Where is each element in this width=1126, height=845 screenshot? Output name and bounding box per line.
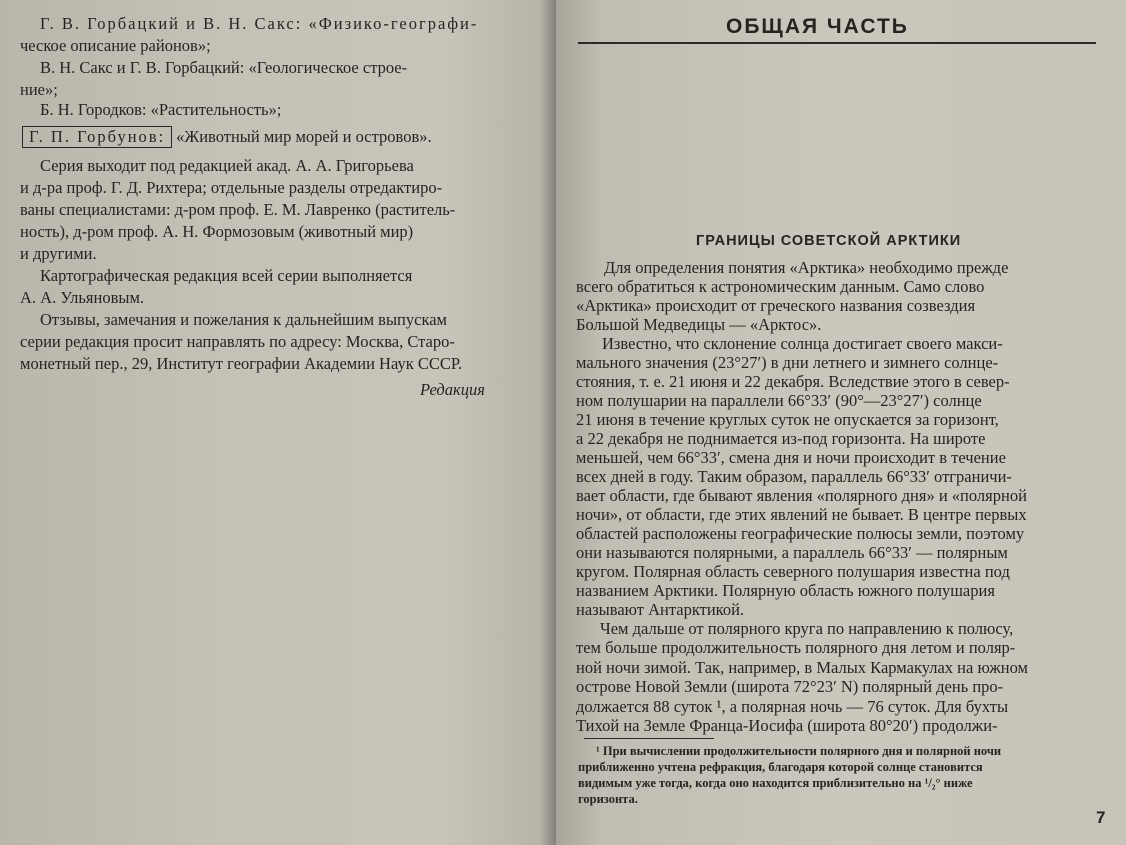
right-line-11: меньшей, чем 66°33′, смена дня и ночи происходит в течение <box>576 448 1006 467</box>
left-body-line-7: А. А. Ульяновым. <box>20 288 145 307</box>
right-line-9: 21 июня в течение круглых суток не опускается за горизонт, <box>576 410 999 429</box>
footnote-line-4: горизонта. <box>578 792 638 806</box>
left-body-line-4: ность), д-ром проф. А. Н. Формозовым (животный мир) <box>20 222 414 241</box>
left-body-line-6: Картографическая редакция всей серии выполняется <box>40 266 413 285</box>
right-line-21: тем больше продолжительность полярного дня летом и поляр- <box>576 638 1016 657</box>
right-line-1: Для определения понятия «Арктика» необходимо прежде <box>604 258 1009 277</box>
left-body-line-3: ваны специалистами: д-ром проф. Е. М. Лавренко (раститель- <box>20 200 456 219</box>
header-rule <box>578 42 1096 44</box>
right-line-5: Известно, что склонение солнца достигает своего макси- <box>602 334 1003 353</box>
footnote-rule <box>584 738 714 739</box>
right-line-4: Большой Медведицы — «Арктос». <box>576 315 822 334</box>
right-line-14: ночи», от области, где этих явлений не бывает. В центре первых <box>576 505 1027 524</box>
left-body-line-9: серии редакция просит направлять по адресу: Москва, Старо- <box>20 332 455 351</box>
right-line-10: а 22 декабря не поднимается из-под горизонта. На широте <box>576 429 986 448</box>
right-line-17: кругом. Полярная область северного полушария известна под <box>576 562 1010 581</box>
footnote-line-1: ¹ При вычислении продолжительности полярного дня и полярной ночи <box>596 744 1002 758</box>
footnote-line-3: видимым уже тогда, когда оно находится приблизительно на ¹/₂° ниже <box>578 776 973 790</box>
left-body-line-1: Серия выходит под редакцией акад. А. А. Григорьева <box>40 156 414 175</box>
page-header: ОБЩАЯ ЧАСТЬ <box>726 15 909 38</box>
right-line-25: Тихой на Земле Франца-Иосифа (широта 80°20′) продолжи- <box>576 716 998 735</box>
boxed-author: Г. П. Горбунов: <box>22 126 172 148</box>
right-line-13: вает области, где бывают явления «полярного дня» и «полярной <box>576 486 1027 505</box>
editorial-signature: Редакция <box>420 380 485 399</box>
page-number: 7 <box>1096 808 1106 827</box>
left-line-5: Б. Н. Городков: «Растительность»; <box>40 100 282 119</box>
right-line-3: «Арктика» происходит от греческого названия созвездия <box>576 296 976 315</box>
right-line-2: всего обратиться к астрономическим данным. Само слово <box>576 277 985 296</box>
left-body-line-8: Отзывы, замечания и пожелания к дальнейшим выпускам <box>40 310 447 329</box>
right-line-20: Чем дальше от полярного круга по направлению к полюсу, <box>600 619 1014 638</box>
boxed-author-rest: «Животный мир морей и островов». <box>176 127 432 146</box>
right-page <box>556 0 1126 845</box>
right-line-8: ном полушарии на параллели 66°33′ (90°—23°27′) солнце <box>576 391 982 410</box>
boxed-author-line <box>22 126 432 148</box>
footnote-line-2: приближенно учтена рефракция, благодаря которой солнце становится <box>578 760 983 774</box>
right-line-24: должается 88 суток ¹, а полярная ночь — 76 суток. Для бухты <box>576 697 1009 716</box>
left-body-line-5: и другими. <box>20 244 97 263</box>
left-page <box>0 0 556 845</box>
left-line-3: В. Н. Сакс и Г. В. Горбацкий: «Геологическое строе- <box>40 58 408 77</box>
right-line-19: называют Антарктикой. <box>576 600 745 619</box>
left-line-2: ческое описание районов»; <box>20 36 211 55</box>
left-body-line-10: монетный пер., 29, Институт географии Академии Наук СССР. <box>20 354 463 373</box>
right-line-22: ной ночи зимой. Так, например, в Малых Кармакулах на южном <box>576 658 1028 677</box>
right-line-6: мального значения (23°27′) в дни летнего и зимнего солнце- <box>576 353 999 372</box>
left-line-4: ние»; <box>20 80 58 99</box>
right-line-23: острове Новой Земли (широта 72°23′ N) полярный день про- <box>576 677 1004 696</box>
left-line-1: Г. В. Горбацкий и В. Н. Сакс: «Физико-географи- <box>40 14 479 33</box>
right-line-18: названием Арктики. Полярную область южного полушария <box>576 581 995 600</box>
right-line-12: всех дней в году. Таким образом, параллель 66°33′ отграничи- <box>576 467 1012 486</box>
right-line-7: стояния, т. е. 21 июня и 22 декабря. Вследствие этого в север- <box>576 372 1010 391</box>
right-line-15: областей расположены географические полюсы земли, поэтому <box>576 524 1025 543</box>
left-body-line-2: и д-ра проф. Г. Д. Рихтера; отдельные разделы отредактиро- <box>20 178 443 197</box>
section-title: ГРАНИЦЫ СОВЕТСКОЙ АРКТИКИ <box>696 233 962 249</box>
right-line-16: они называются полярными, а параллель 66°33′ — полярным <box>576 543 1008 562</box>
